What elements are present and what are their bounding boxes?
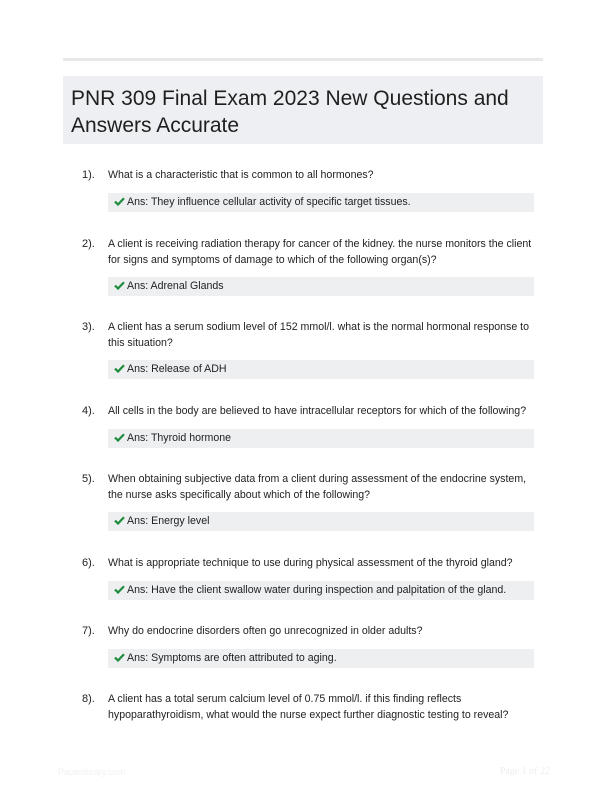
check-icon — [114, 433, 125, 442]
footer-watermark: Paperlibrary.com — [58, 767, 126, 777]
question-text: All cells in the body are believed to have intracellular receptors for which of the following? — [108, 405, 527, 417]
answer-box — [108, 193, 534, 212]
check-icon — [114, 281, 125, 290]
question-text: A client has a total serum calcium level of 0.75 mmol/l. if this finding reflects hypoparathyroidism, what would the nurse expect further diagnostic testing to reveal? — [108, 693, 509, 721]
question-number: 2). — [82, 238, 95, 250]
question-text: What is appropriate technique to use during physical assessment of the thyroid gland? — [108, 557, 513, 569]
question-text: A client is receiving radiation therapy for cancer of the kidney. the nurse monitors the client for signs and symptoms of damage to which of the following organ(s)? — [108, 238, 532, 266]
question-text: When obtaining subjective data from a client during assessment of the endocrine system, the nurse asks specifically about which of the following? — [108, 473, 527, 501]
answer-box — [108, 512, 534, 531]
page-title: PNR 309 Final Exam 2023 New Questions and Answers Accurate — [71, 87, 509, 137]
answer-box — [108, 429, 534, 448]
check-icon — [114, 364, 125, 373]
check-icon — [114, 585, 125, 594]
top-divider — [63, 58, 543, 61]
answer-text: Ans: Thyroid hormone — [127, 432, 232, 444]
question-number: 5). — [82, 473, 95, 485]
question-number: 1). — [82, 169, 95, 181]
question-number: 3). — [82, 321, 95, 333]
answer-text: Ans: Have the client swallow water during inspection and palpitation of the gland. — [127, 584, 507, 596]
answer-box — [108, 649, 534, 668]
question-text: A client has a serum sodium level of 152 mmol/l. what is the normal hormonal response to this situation? — [108, 321, 530, 349]
answer-text: Ans: Symptoms are often attributed to aging. — [127, 652, 337, 664]
answer-text: Ans: Energy level — [127, 515, 210, 527]
answer-text: Ans: Adrenal Glands — [127, 280, 224, 292]
question-text: Why do endocrine disorders often go unrecognized in older adults? — [108, 625, 423, 637]
check-icon — [114, 197, 125, 206]
check-icon — [114, 516, 125, 525]
question-number: 7). — [82, 625, 95, 637]
answer-box — [108, 360, 534, 379]
answer-text: Ans: They influence cellular activity of specific target tissues. — [127, 196, 411, 208]
question-number: 8). — [82, 693, 95, 705]
answer-box — [108, 581, 534, 600]
answer-box — [108, 277, 534, 296]
question-number: 6). — [82, 557, 95, 569]
title-banner — [63, 76, 543, 144]
answer-text: Ans: Release of ADH — [127, 363, 227, 375]
question-text: What is a characteristic that is common to all hormones? — [108, 169, 374, 181]
question-number: 4). — [82, 405, 95, 417]
check-icon — [114, 653, 125, 662]
page-number: Page 1 of 22 — [499, 766, 550, 777]
